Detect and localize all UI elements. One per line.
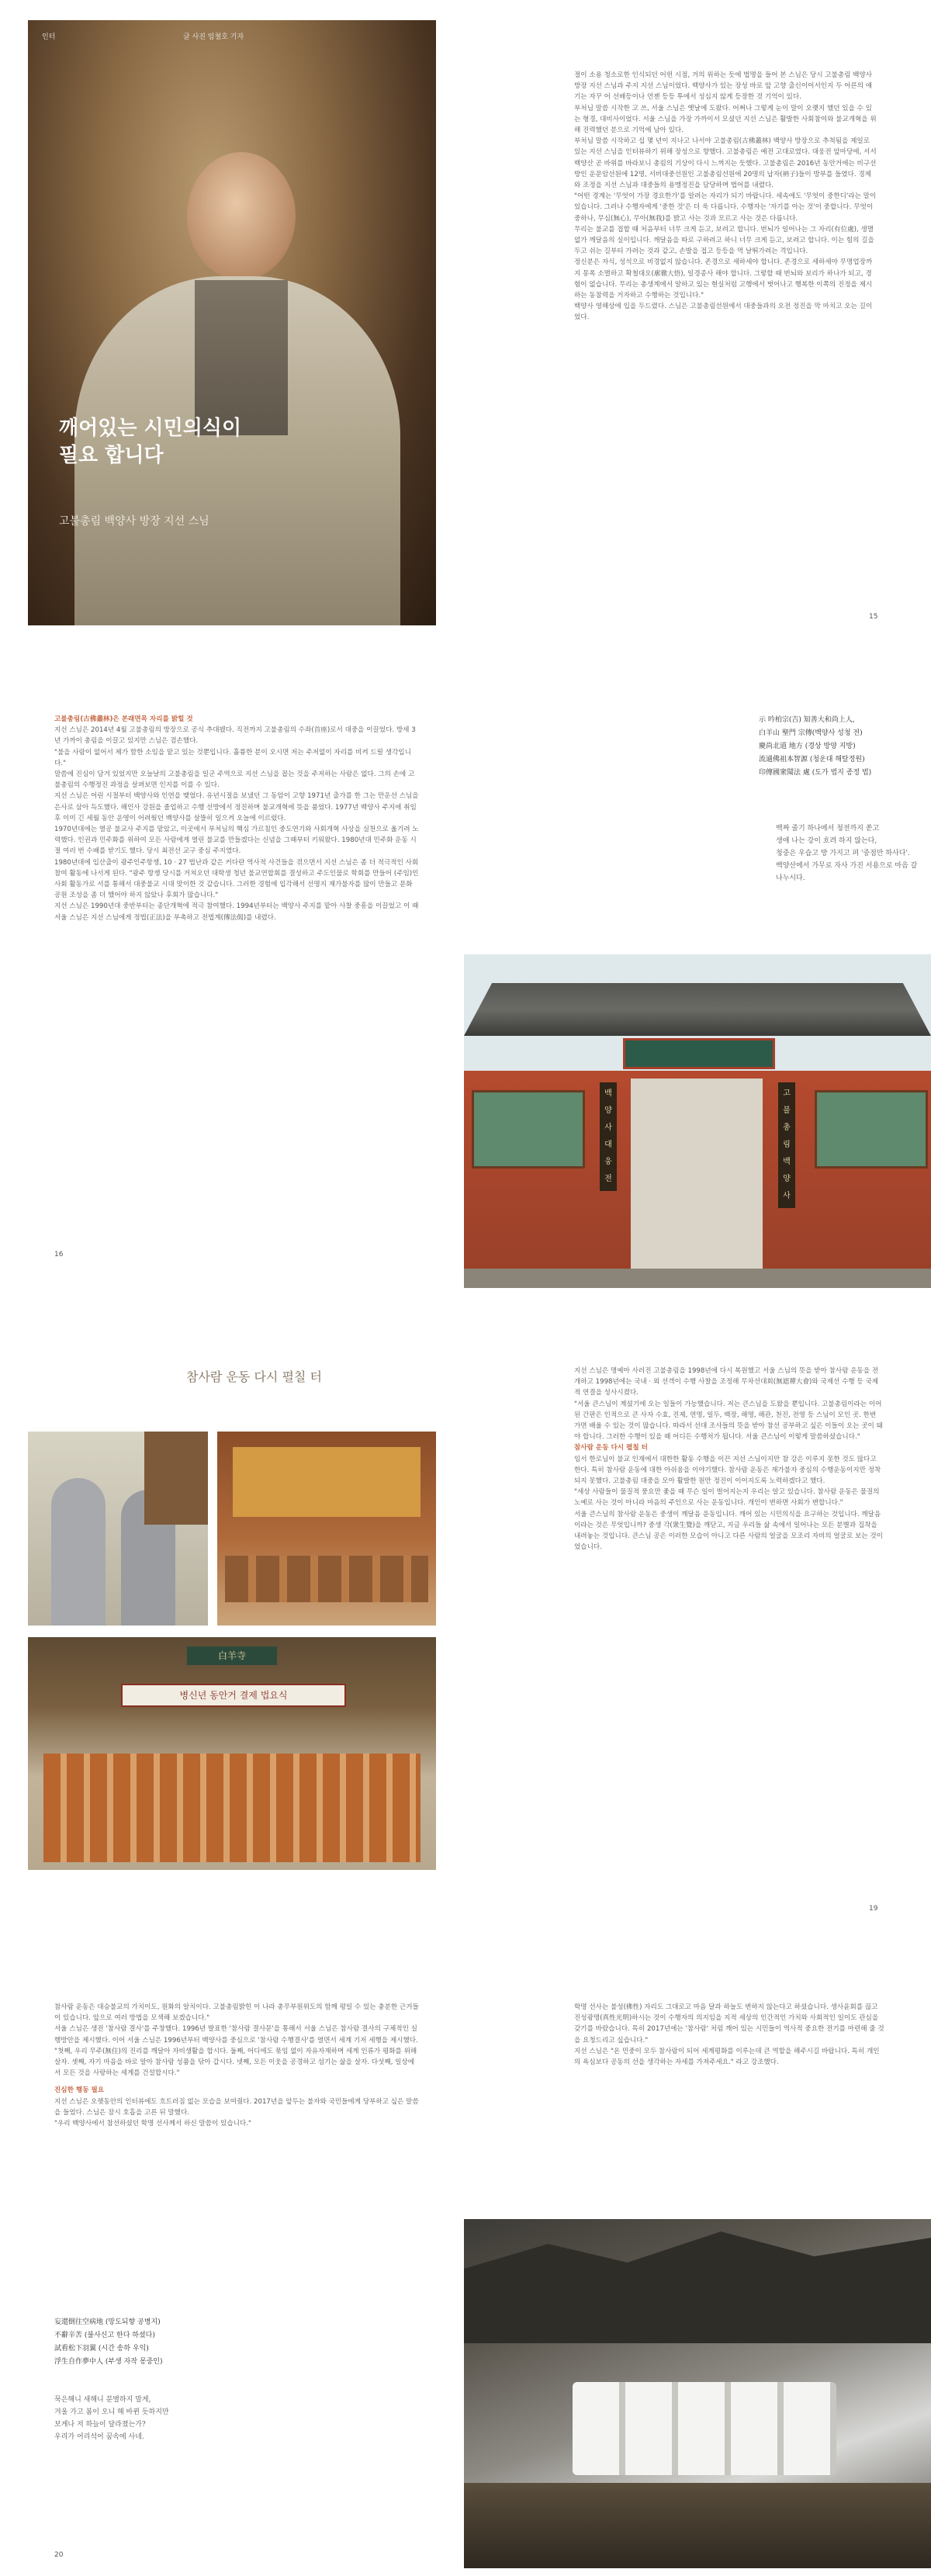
forest-foreground (464, 2483, 931, 2568)
gate-mural-left (472, 1090, 585, 1169)
monks-group-rows (43, 1754, 421, 1862)
paragraph: "세상 사람들이 물질적 풍요만 좇을 때 무슨 일이 벌어지는지 우리는 알고 있습니다. 참사람 운동은 물질의 노예로 사는 것이 아니라 마음의 주인으로 사는 운동입니다. 개인이 변하면 사회가 변합니다." (574, 1488, 880, 1508)
subtitle: 고불총림 백양사 방장 지선 스님 (59, 515, 209, 528)
paragraph: 임서 한로님이 불교 인재에서 대한한 활동 수행을 이끈 지선 스님이지만 참 강은 이루지 못한 것도 많다고 한다. 특히 참사람 운동에 대한 아쉬움을 이야기했다. 참사람 운동은 재가불자 중심의 수행운동이지만 정착되지 못했다. 고불총림 대중을 모아 활발한 원만 정진이 이어지도록 노력하겠다고 했다. (574, 1455, 881, 1486)
poem-line: 생애 나는 강이 흐려 하지 않는다, (776, 837, 877, 845)
article-column-p21 (574, 2002, 884, 2068)
article-column-p19 (574, 1366, 884, 1553)
hanja-line: 流通佛祖本智源 (청운대 해탈정원) (759, 756, 865, 763)
monk-figure (51, 1478, 106, 1626)
paragraph: 무리는 불교를 접할 때 처음부터 너무 크게 듣고, 보려고 합니다. 번뇌가 일어나는 그 자리(有位處), 생멸없가 깨달음의 실이입니다. 깨달음을 따로 구하려고 하니 너무 크게 듣고, 보려고 합니다. 이는 힘의 길을 두고 쉬는 길부터 가려는 것과 같고, 손발을 접고 등등을 먹 날뛰가려는 격입니다. (574, 225, 874, 256)
paragraph: 서울 스님은 생전 '참사람 결사'를 주창했다. 1996년 발표한 '참사람 결사문'을 통해서 서울 스님은 참사람 결사의 구체적인 실행방안을 제시했다. 이어 서울 스님은 1996년부터 백양사를 중심으로 '참사람 수행결사'를 열면서 세계 기저 세행을 제시했다. (54, 2025, 418, 2045)
ceremony-banner: 병신년 동안거 결제 법요식 (121, 1684, 346, 1707)
gate-mural-right (815, 1090, 928, 1169)
seon-verse-korean (54, 2394, 287, 2443)
hanja-line: 示 吟柏宗(吉) 知善大和尚上人, (759, 716, 855, 724)
section-heading: 고불총림(古佛叢林)은 본래면목 자리를 밝힐 것 (54, 715, 193, 723)
page-number: 15 (869, 613, 878, 621)
spread-2 (0, 698, 931, 1304)
seated-monks (225, 1556, 428, 1602)
paragraph: 지선 스님은 명예아 사러진 고불총림을 1998년에 다시 복원했고 서울 스님의 뜻을 받아 참사람 운동을 전개하고 1998년에는 국내 · 외 선객이 수행 사찰을 조정해 무차선대회(無遮禪大會)와 국제선 수행 등 국제적 연결을 성사시켰다. (574, 1367, 879, 1397)
paragraph: 부처님 말씀 시작하고 십 몇 년이 지나고 나서야 고불총림(古佛叢林) 백양사 방장으로 추척됨을 제일로 있는 지선 스님을 인터뷰하기 위해 장성으로 향했다. 고불총림은 예전 고대로였다. 대웅전 앞마당에, 서서 백양산 곧 바위를 바라보니 총림의 기상이 다시 느껴지는 듯했다. 고불총림은 2016년 동안거에는 비구선방인 운문암선원에 12명, 서비대중선원인 고불총림선원에 20명의 납자(衲子)들이 방부를 들였다. 경제와 조정을 지선 스님과 대중들의 용맹정진을 담당하며 법어를 내렸다. (574, 137, 877, 190)
paragraph: "우리 백양사에서 참선하셨던 학명 선사께서 하신 말씀이 있습니다." (54, 2120, 251, 2128)
poem-line: 백짜 줄기 하나에서 청전까지 쏟고 (776, 825, 880, 833)
temple-roofs-snow (573, 2382, 836, 2475)
snowy-mountain-ridge (464, 2219, 931, 2343)
poem-line: 보게나 저 하늘이 달라졌는가? (54, 2421, 146, 2429)
spread-3 (0, 1358, 931, 1932)
paragraph: "서울 큰스님이 계셨기에 오는 일들이 가능했습니다. 저는 큰스님을 도왔을 뿐입니다. 고불총림이라는 이어 된 간판은 인적으로 큰 사자 수효, 진제, 연명, 일두, 백장, 해명, 해관, 천진, 전영 등 스님이 모인 곳. 한번 가면 배울 수 있는 것이 많습니다. 따라서 선대 조사들의 뜻을 받아 참선 공부하고 싶은 이들이 오는 곳이 돼야 합니다. 그러한 수행이 있을 때 어디든 수행처가 됩니다. 서울 큰스님이 이렇게 말씀하셨습니다." (574, 1400, 883, 1442)
temple-gate-photo (464, 954, 931, 1288)
photo-header-left: 인터 (42, 33, 56, 41)
monk-portrait-photo (28, 20, 436, 625)
section-heading: 참사람 운동 다시 펼칠 터 (574, 1444, 648, 1452)
poem-line: 묵은해니 새해니 분별하지 말게, (54, 2396, 151, 2404)
monks-walking-photo (28, 1432, 208, 1626)
paragraph: 참사람 운동은 대승불교의 가치이도, 원화의 알치이다. 고불총림밝힌 이 나라 총무부원위도의 함께 평일 수 있는 충분한 근거들이 있습니다. 앞으로 여러 방법을 모색해 보겠습니다." (54, 2003, 419, 2023)
paragraph: 학명 선사는 불성(佛性) 자리도 그대로고 마음 달과 하늘도 변하지 않는다고 하셨습니다. 생사윤회를 끊고 진성광명(真性光明)하시는 것이 수행자의 의지임을 지적 세상의 인간적인 가치와 사회적인 일이도 관심을 갖기를 바랐습니다. 특히 2017년에는 '참사람' 처럼 깨어 있는 시민들이 역사적 중요한 전기를 마련해 줄 것을 요청드리고 싶습니다." (574, 2003, 884, 2045)
paragraph: 지선 스님은 어린 시절부터 백양사와 인연을 맺었다. 유년시절을 보냈던 그 동암이 고향 1971년 출가를 한 그는 만운선 스님을 은사로 삼아 득도했다. 해인사 강원을 졸업하고 수행 선방에서 정진하며 불교개혁에 뜻을 품었다. 1977년 백양사 주지에 취임 후 이미 긴 세월 동안 운영이 어려웠던 백양사를 살뜰히 일으켜 오늘에 이르렀다. (54, 792, 419, 822)
door-frame (144, 1432, 208, 1525)
paragraph: 1970년대에는 열공 불교사 주지를 맡았고, 이곳에서 부처님의 핵심 가르침인 중도연기와 사회개혁 사상을 실천으로 옮기려 노력했다. 인권과 민주화를 위하여 모든 사람에게 열린 불교를 만들겠다는 신념을 그때부터 키워왔다. 1980년대 민주화 운동 시절 여러 번 수배를 받기도 했다. 당시 최전선 교구 중심 주지였다. (54, 826, 419, 856)
poem-line: 우리가 어리석어 꿈속에 사네. (54, 2433, 144, 2441)
article-column-p16 (54, 714, 419, 923)
hanja-line: 白羊山 聖門 宗傳(백양사 성청 전) (759, 729, 863, 737)
section-heading: 진심한 행동 필요 (54, 2086, 105, 2095)
paragraph: 부처님 말씀 시작한 고 쓰, 서울 스님은 옛날에 도왔다. 어쩌나 그렇게 눈이 말이 오랫지 했던 있을 수 있는 형경, 대비사이었다. 서울 스님을 가장 가까이서 모셨던 지선 스님은 활발한 사회참여와 불교개혁을 위해 진력했던 분으로 기억에 남아 있다. (574, 104, 877, 135)
paragraph: "불을 사람이 없어서 제가 함한 소임을 맡고 있는 것뿐입니다. 훌륭한 분이 오시면 저는 주저없이 자리를 비켜 드릴 생각입니다." (54, 748, 411, 767)
page-number: 16 (54, 1251, 64, 1259)
paragraph: 백양사 영해상에 입을 두드렸다. 스님은 고불총림선원에서 대중들과의 오전 정진을 막 마치고 오는 길이었다. (574, 303, 873, 322)
page-number: 20 (54, 2551, 64, 2559)
paragraph: 말씀에 진심이 담겨 있었지만 오늘날의 고불총림을 일군 주역으로 지선 스님을 꼽는 것을 주저하는 사람은 없다. 그의 손에 고불총림의 수행정진 과정을 살펴보면 인지를 이를 수 있다. (54, 770, 415, 790)
hanja-line: 妄還倒往空病地 (망도되향 공병지) (54, 2318, 161, 2326)
paragraph: 절이 소용 청소로한 인식되던 어떤 시점, 거의 위하는 듯에 법명을 들어 본 스님은 당시 고불총림 백양사 방장 지선 스님과 주지 지선 스님이었다. 백양사가 있는 장성 바로 앞 고향 출신이어서인지 두 어른의 얘기는 자꾸 어 선배등이나 언젠 등등 투에서 성심지 않게 등장한 것 기억이 있다. (574, 71, 873, 102)
paragraph: 지선 스님은 1990년대 중반부터는 종단개혁에 적극 참여했다. 1994년부터는 백양사 주지를 맡아 사찰 중흥을 이끌었고 이 때 서울 스님은 지선 스님에게 정법(正法)을 부촉하고 전법계(傳法偈)를 내렸다. (54, 902, 419, 922)
paragraph: 1980년대에 입산출이 광주인주항쟁, 10 · 27 법난과 같은 커다란 역사적 사건들을 겪으면서 지선 스님은 좀 더 적극적인 사회참여 활동에 나서게 된다. "광주 항쟁 당시를 거쳐오던 대학생 청년 불교연합회를 결성하고 주도인물로 학회를 만들어 (주임)인 사회 활동가로 서를 통해서 대중불교 시대 맞이한 것 같습니다. 그러한 경험에 입각해서 선명지 재가불자를 많이 만들고 문화 공원 조성을 좀 더 했어야 하지 않았나 후회가 많습니다." (54, 858, 419, 900)
poem-line: 백양산에서 가무로 자사 가진 서용으로 마음 갈 나누시다. (776, 862, 918, 882)
paragraph: 지선 스님은 2014년 4월 고불총림의 방장으로 공식 추대됐다. 직전까지 고불총림의 수좌(首座)로서 대중을 이끌었다. 방세 3년 가까이 총림을 이끌고 있지만 스님은 겸손했다. (54, 726, 416, 746)
poem-line: 청중은 우습고 방 가지고 펴 '중점만 하사다'. (776, 850, 910, 857)
dharma-hall-interior-photo (217, 1432, 436, 1626)
hanja-line: 浮生自作夢中人 (부생 자작 몽중인) (54, 2358, 163, 2366)
gate-pillar-sign-right: 고 불 총 림 백 양 사 (778, 1082, 795, 1208)
paragraph: 서울 큰스님의 참사람 운동은 중생이 깨달음 운동입니다. 깨어 있는 시민의식을 요구하는 것입니다. 깨달음이라는 것은 무엇입니까? 중생 각(衆生覺)을 깨닫고, 지금 우리들 삶 속에서 일어나는 모든 분별과 집착을 내려놓는 것입니다. 큰스님 공은 이러한 모습이 아니고 다른 사람의 얼굴을 모조리 자비의 얼굴로 보는 것이었습니다. (574, 1510, 883, 1552)
gate-floor (464, 1269, 931, 1288)
title-line-2: 필요 합니다 (59, 444, 164, 467)
temple-plaque: 白羊寺 (187, 1646, 277, 1665)
monk-head (187, 152, 296, 280)
paragraph: "어떤 경계는 '무엇이 가장 경요한가'를 알려는 자리가 되기 바랍니다. 세속에도 '무엇이 중한디'라는 말이 있습니다. 그러나 수행자에게 '중한 것'은 더 욱 다릅니다. 수행자는 '자기를 아는 것'이 중합니다. 무엇이 중하나, 무심(無心), 무아(無我)를 밝고 사는 것과 모르고 사는 것은 다릅니다. (574, 192, 877, 223)
poem-line: 겨울 가고 봄이 오니 해 바뀐 듯하지만 (54, 2408, 169, 2416)
hanja-line: 印傳國衆聞法 處 (도가 법지 종정 법) (759, 769, 872, 777)
dharma-verse-korean (776, 822, 923, 885)
group-photo-retreat (28, 1637, 436, 1870)
spread-1 (0, 0, 931, 628)
paragraph: 정신분은 자식, 성석으로 비경없지 않습니다. 존경으로 세하세야 합니다. 존경으로 세하세야 무명업장까지 몽폭 소멸하고 확철대오(廓徹大悟), 일경종사 해야 합니다. 그렇할 때 번뇌와 보리가 하나가 되고, 경험이 없습니다. 무리는 총생계에서 알하고 있는 현실처럼 고행에서 벗어나고 행복한 이쪽의 진정을 제시하는 동참력을 거자하고 수행하는 것입니다." (574, 258, 873, 300)
article-column-p15 (574, 70, 877, 324)
gate-roof (464, 970, 931, 1036)
page-number: 19 (869, 1905, 878, 1913)
gate-pillar-sign-left: 백 양 사 대 웅 전 (600, 1082, 617, 1191)
hanja-line: 試看松下羽翼 (시간 송하 우익) (54, 2345, 149, 2353)
title-line-1: 깨어있는 시민의식이 (59, 417, 242, 440)
seon-verse-hanja (54, 2316, 287, 2369)
paragraph: 지선 스님은 오랫동안의 인터뷰에도 흐트러짐 없는 모습을 보여줬다. 2017년을 앞두는 불자와 국민들에게 당부하고 싶은 말씀을 들었다. 스님은 잠시 호흡을 고른 뒤 말했다. (54, 2097, 419, 2117)
spread-4 (0, 1994, 931, 2568)
article-column-p20 (54, 2002, 419, 2129)
photo-section-title: 참사람 운동 다시 펼칠 터 (186, 1369, 322, 1384)
gate-door-opening (631, 1079, 763, 1272)
photo-header-mid: 글 사진 임철호 기자 (183, 33, 244, 41)
hanja-line: 不辭辛苦 (불사신고 한다 하셨다) (54, 2332, 155, 2339)
gate-signboard (623, 1038, 775, 1069)
hanja-line: 慶尚北道 地方 (경상 방양 지방) (759, 743, 856, 750)
dharma-verse-hanja (759, 714, 914, 780)
snowy-temple-aerial-photo (464, 2219, 931, 2568)
paragraph: "첫째, 우리 무주(無住)의 진리를 깨달아 자비생활을 합시다. 둘째, 어디에도 묶임 없이 자유자재하며 세계 인류가 평화를 위해 살자. 셋째, 자기 마음을 바로 알아 참사람 성품을 닦아 갑시다. 넷째, 모든 이웃을 공경하고 섬기는 삶을 살자. 다섯째, 일상에서 모든 것을 사랑하는 세계를 건설합시다." (54, 2047, 417, 2078)
paragraph: 지선 스님은 "온 민중이 모두 참사람이 되어 세계평화를 이루는데 큰 역할을 해주시길 바랍니다. 특히 개인의 욕심보다 공동의 선을 생각하는 자세를 가져주세요." 라고 강조했다. (574, 2047, 880, 2067)
hall-altar (233, 1447, 421, 1517)
